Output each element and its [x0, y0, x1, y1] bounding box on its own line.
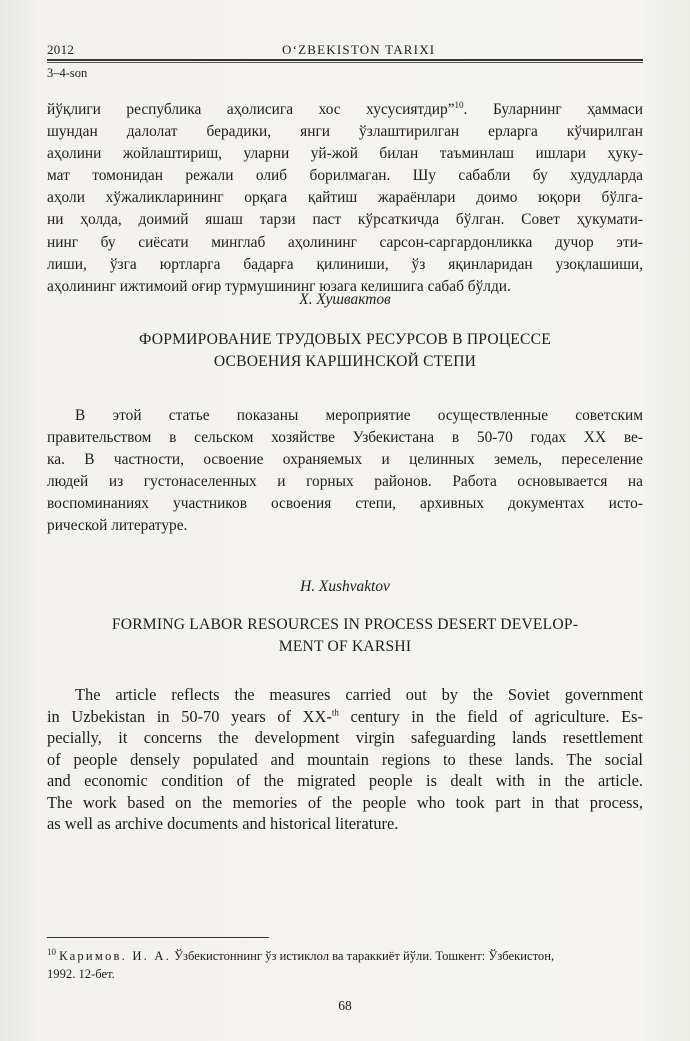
page-number: 68	[338, 998, 352, 1013]
text-line: шундан далолат берадики, янги ўзлаштирилган ерларга кўчирилган	[47, 123, 643, 141]
text-line: pecially, it concerns the development virgin safeguarding lands resettlement	[47, 728, 643, 747]
title-line: ФОРМИРОВАНИЕ ТРУДОВЫХ РЕСУРСОВ В ПРОЦЕССЕ	[139, 331, 551, 348]
text-line: аҳоли хўжаликларининг орқага қайтиш жараёнлари доимо юқори бўлга-	[47, 189, 643, 207]
text-line: мат томонидан режали олиб борилмаган. Шу сабабли бу худудларда	[47, 167, 643, 185]
header-issue: 3–4-son	[47, 66, 88, 80]
author-russian: Х. Хушвактов	[299, 291, 391, 308]
title-line: ОСВОЕНИЯ КАРШИНСКОЙ СТЕПИ	[213, 353, 477, 370]
title-line: FORMING LABOR RESOURCES IN PROCESS DESERT DEVELOP-	[111, 616, 579, 633]
title-line: MENT OF KARSHI	[278, 638, 412, 655]
header-rule-thick	[47, 59, 643, 61]
text-line: as well as archive documents and historical literature.	[47, 814, 399, 833]
author-english: H. Xushvaktov	[300, 578, 390, 595]
text-line: of people densely populated and mountain regions to these lands. The social	[47, 749, 643, 769]
text-line: правительством в сельском хозяйстве Узбекистана в 50-70 годах ХХ ве-	[47, 429, 643, 447]
text-line: ка. В частности, освоение охраняемых и целинных земель, переселение	[47, 451, 643, 469]
uzbek-paragraph	[47, 99, 643, 298]
footnote-line: 1992. 12-бет.	[47, 967, 115, 981]
text-line: The work based on the memories of the people who took part in that process,	[47, 792, 643, 812]
text-line: рической литературе.	[47, 517, 188, 535]
text-line: ни ҳолда, доимий яшаш тарзи паст кўрсаткичда бўлган. Совет ҳукумати-	[47, 211, 643, 229]
text-line: нинг бу сиёсати минглаб аҳолининг сарсон-саргардонликка дучор эти-	[47, 233, 643, 251]
header-journal-title: O‘ZBEKISTON TARIXI	[282, 42, 436, 57]
footnote-number: 10	[47, 946, 56, 957]
title-russian	[60, 329, 630, 373]
footnote-ref: 10	[454, 99, 464, 110]
header-rule-thin	[47, 62, 643, 63]
superscript: th	[331, 707, 339, 718]
footnote-author: Каримов. И. А.	[59, 949, 171, 963]
footnote-line: $^{10}$ Каримов. И. А. Ўзбекистоннинг ўз истиклол ва тараккиёт йўли. Тошкент: Ўзбекистон,	[47, 946, 555, 963]
text-line: воспоминаниях участников освоения степи, архивных документах исто-	[47, 495, 643, 513]
footnote-rule	[47, 937, 269, 938]
text-line: аҳолининг ижтимоий оғир турмушининг юзага келишига сабаб бўлди.	[47, 277, 511, 295]
abstract-russian	[47, 405, 643, 538]
text-line: йўқлиги республика аҳолисига хос хусусиятдир”$^{10}$. Буларнинг ҳаммаси	[47, 99, 643, 118]
abstract-english	[47, 684, 643, 835]
footnote	[47, 947, 643, 983]
header-year: 2012	[47, 42, 75, 57]
running-head	[47, 40, 643, 60]
title-english	[60, 614, 630, 658]
text-line: людей из густонаселенных и горных районов. Работа основывается на	[47, 473, 643, 491]
text-line: and economic condition of the migrated people is dealt with in the article.	[47, 771, 643, 790]
text-line: лиши, ўзга юртларга бадарға қилиниши, ўз яқинларидан узоқлашиши,	[47, 255, 643, 273]
text-line: В этой статье показаны мероприятие осуществленные советским	[75, 407, 643, 424]
text-line: in Uzbekistan in 50-70 years of XX-$^{th}$ century in the field of agriculture. Es-	[47, 706, 643, 726]
text-line: The article reflects the measures carried out by the Soviet government	[75, 685, 643, 704]
text-line: аҳолини жойлаштириш, уларни уй-жой билан таъминлаш ишлари ҳуку-	[47, 145, 643, 163]
